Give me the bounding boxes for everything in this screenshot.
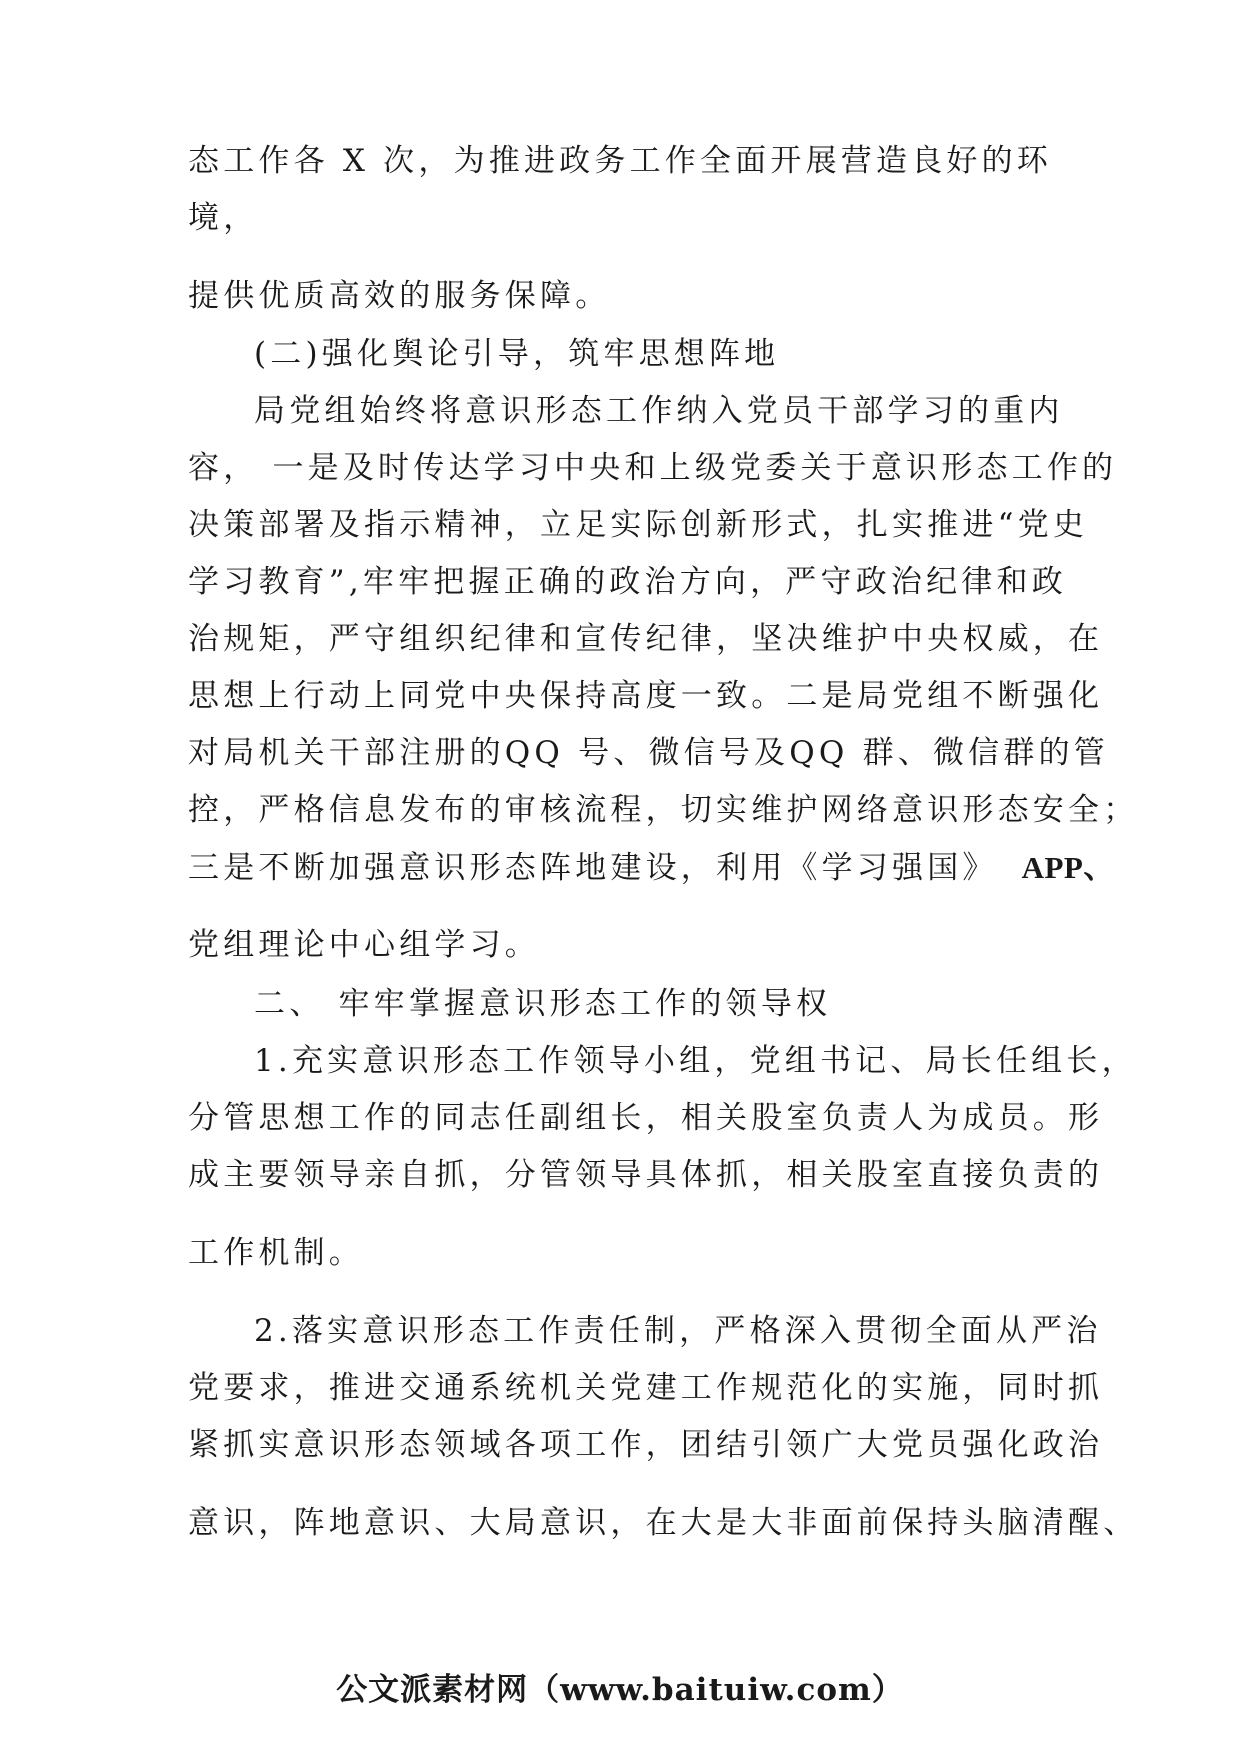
section-heading-two: 二、 牢牢掌握意识形态工作的领导权	[254, 986, 832, 1022]
text-line-12: 控，严格信息发布的审核流程，切实维护网络意识形态安全；	[188, 792, 1139, 828]
text-line-6: 容， 一是及时传达学习中央和上级党委关于意识形态工作的	[188, 450, 1118, 486]
text-line-11: 对局机关干部注册的QQ 号、微信号及QQ 群、微信群的管	[188, 735, 1109, 771]
text-line-17: 分管思想工作的同志任副组长，相关股室负责人为成员。形	[188, 1100, 1104, 1136]
text-line-22: 紧抓实意识形态领域各项工作，团结引领广大党员强化政治	[188, 1427, 1104, 1463]
text-line-14: 党组理论中心组学习。	[188, 927, 540, 963]
text-line-2: 境，	[188, 200, 259, 236]
text-line-5: 局党组始终将意识形态工作纳入党员干部学习的重内	[254, 393, 1064, 429]
text-line-13	[188, 852, 1115, 884]
app-label: APP、	[1021, 850, 1115, 885]
text-line-18: 成主要领导亲自抓，分管领导具体抓，相关股室直接负责的	[188, 1157, 1104, 1193]
text-line-21: 党要求，推进交通系统机关党建工作规范化的实施，同时抓	[188, 1370, 1104, 1406]
text-line-23: 意识，阵地意识、大局意识，在大是大非面前保持头脑清醒、	[188, 1505, 1139, 1541]
text-line-7: 决策部署及指示精神，立足实际创新形式，扎实推进“党史	[188, 507, 1089, 543]
text-line-3: 提供优质高效的服务保障。	[188, 278, 611, 314]
text-line-9: 治规矩，严守组织纪律和宣传纪律，坚决维护中央权威，在	[188, 621, 1104, 657]
text-line-19: 工作机制。	[188, 1235, 364, 1271]
text-line-1: 态工作各 X 次，为推进政务工作全面开展营造良好的环	[188, 143, 1052, 179]
footer-watermark: 公文派素材网（www.baituiw.com）	[336, 1672, 904, 1708]
text-line-16: 1.充实意识形态工作领导小组，党组书记、局长任组长，	[254, 1043, 1137, 1079]
text-line-8: 学习教育”,牢牢把握正确的政治方向，严守政治纪律和政	[188, 564, 1067, 600]
section-heading-2: (二)强化舆论引导，筑牢思想阵地	[254, 336, 780, 372]
text-line-10: 思想上行动上同党中央保持高度一致。二是局党组不断强化	[188, 678, 1104, 714]
text-line-13-main: 三是不断加强意识形态阵地建设，利用《学习强国》	[188, 850, 998, 886]
text-line-20: 2.落实意识形态工作责任制，严格深入贯彻全面从严治	[254, 1313, 1102, 1349]
